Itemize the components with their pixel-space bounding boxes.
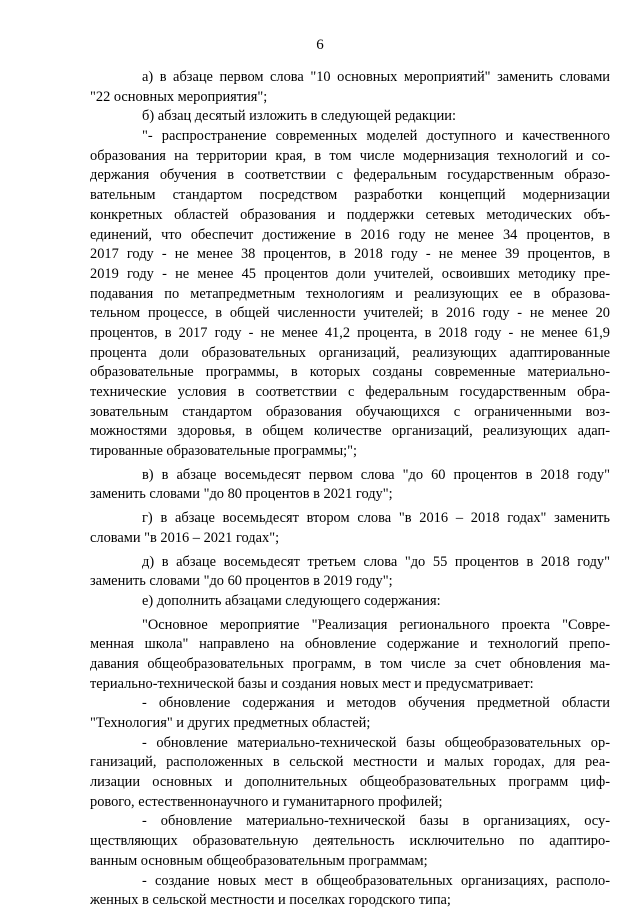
text-line: словами "в 2016 – 2021 годах"; <box>90 529 280 546</box>
text-line: заменить словами "до 60 процентов в 2019 году"; <box>90 573 393 590</box>
text-line: тельном процессе, в общей численности учителей; в 2016 году - не менее 20 <box>90 305 610 322</box>
text-line: териально-технической базы и создания новых мест и предусматривает: <box>90 675 534 692</box>
text-line: - обновление материально-технической базы в организациях, осу- <box>142 813 610 830</box>
text-line: давания общеобразовательных программ, в том числе за счет обновления ма- <box>90 655 610 672</box>
text-line: д) в абзаце восемьдесят третьем слова "до 55 процентов в 2018 году" <box>142 553 610 570</box>
text-line: "- распространение современных моделей доступного и качественного <box>142 128 610 145</box>
text-line: вательным стандартом посредством разработки концепций модернизации <box>90 187 610 204</box>
text-line: образования на территории края, в том числе модернизация технологий и со- <box>90 147 610 164</box>
text-line: ганизаций, расположенных в сельской местности и малых городах, для реа- <box>90 754 610 771</box>
text-line: зовательным стандартом образования обучающихся с ограниченными воз- <box>90 403 610 420</box>
text-line: 2017 году - не менее 38 процентов, в 2018 году - не менее 39 процентов, в <box>90 246 610 263</box>
text-line: процента доли образовательных организаций, реализующих адаптированные <box>90 344 610 361</box>
text-line: единений, что обеспечит достижение в 2016 году не менее 34 процентов, в <box>90 226 610 243</box>
text-line: подавания по метапредметным технологиям и реализующих ее в образова- <box>90 285 610 302</box>
text-line: - создание новых мест в общеобразовательных организациях, располо- <box>142 872 610 889</box>
text-line: в) в абзаце восемьдесят первом слова "до 60 процентов в 2018 году" <box>142 466 610 483</box>
text-line: тированные образовательные программы;"; <box>90 443 358 460</box>
text-line: менная школа" направлено на обновление содержание и технологий препо- <box>90 636 610 653</box>
text-line: 2019 году - не менее 45 процентов доли учителей, освоивших методику пре- <box>90 265 610 282</box>
text-line: г) в абзаце восемьдесят втором слова "в 2016 – 2018 годах" заменить <box>142 510 610 527</box>
text-line: "22 основных мероприятия"; <box>90 88 268 105</box>
text-line: ванным основным общеобразовательным программам; <box>90 852 428 869</box>
text-line: а) в абзаце первом слова "10 основных мероприятий" заменить словами <box>142 69 610 85</box>
text-line: женных в сельской местности и поселках городского типа; <box>90 892 451 909</box>
page-number: 6 <box>316 37 324 53</box>
text-line: конкретных областей образования и поддержки сетевых методических объ- <box>90 206 610 223</box>
text-line: - обновление содержания и методов обучения предметной области <box>142 695 610 712</box>
text-line: лизации основных и дополнительных общеобразовательных программ циф- <box>90 774 610 791</box>
text-line: б) абзац десятый изложить в следующей редакции: <box>142 108 457 125</box>
text-line: процентов, в 2017 году - не менее 41,2 процента, в 2018 году - не менее 61,9 <box>90 324 610 341</box>
document-body <box>90 68 610 911</box>
text-line: технические условия в соответствии с федеральным государственным обра- <box>90 384 610 400</box>
text-line: - обновление материально-технической базы общеобразовательных ор- <box>142 734 610 751</box>
text-line: "Основное мероприятие "Реализация регионального проекта "Совре- <box>142 616 610 633</box>
text-line: рового, естественнонаучного и гуманитарного профилей; <box>90 793 443 810</box>
text-line: образовательные программы, в которых созданы современные материально- <box>90 364 610 381</box>
text-line: "Технология" и других предметных областей; <box>90 715 371 731</box>
text-line: заменить словами "до 80 процентов в 2021 году"; <box>90 486 393 503</box>
text-line: е) дополнить абзацами следующего содержания: <box>142 592 441 609</box>
text-line: ществляющих образовательную деятельность исключительно по адаптиро- <box>90 833 610 850</box>
text-line: можностями здоровья, в общем количестве организаций, реализующих адап- <box>90 423 610 440</box>
text-line: держания обучения в соответствии с федеральным государственным образо- <box>90 167 610 184</box>
